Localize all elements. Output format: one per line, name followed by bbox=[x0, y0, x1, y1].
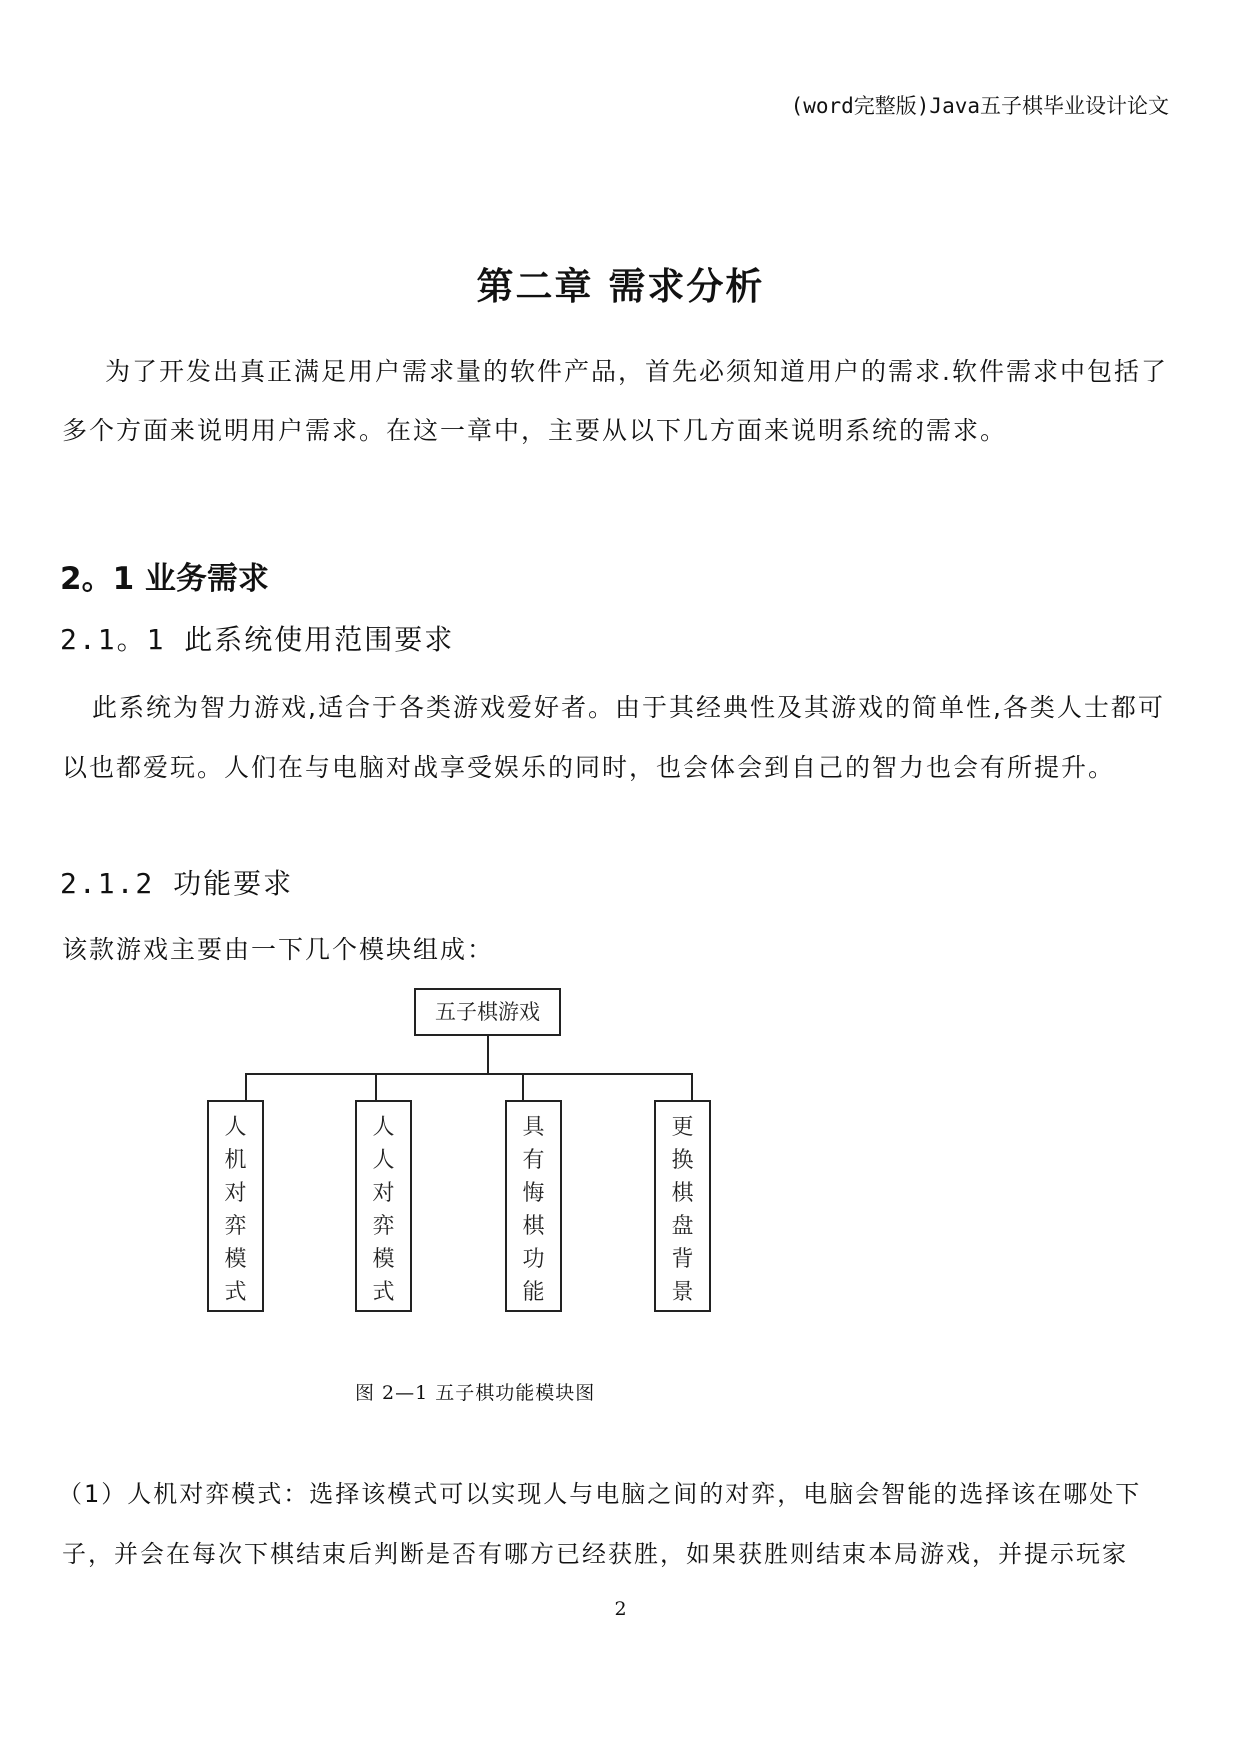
module-char: 模 bbox=[372, 1247, 395, 1272]
module-char: 能 bbox=[522, 1280, 545, 1305]
module-char: 弈 bbox=[224, 1214, 247, 1239]
module-char: 盘 bbox=[671, 1214, 694, 1239]
module-char: 景 bbox=[671, 1280, 694, 1305]
diagram-connector-branch-1 bbox=[245, 1073, 247, 1101]
page-number: 2 bbox=[614, 1598, 627, 1620]
diagram-connector-horizontal bbox=[245, 1073, 693, 1075]
module-char: 背 bbox=[671, 1247, 694, 1272]
module-char: 更 bbox=[671, 1115, 694, 1140]
module-char: 具 bbox=[522, 1115, 545, 1140]
diagram-connector-root bbox=[487, 1036, 489, 1074]
figure-caption: 图 2—1 五子棋功能模块图 bbox=[355, 1382, 596, 1404]
diagram-connector-branch-2 bbox=[375, 1073, 377, 1101]
diagram-module-box bbox=[355, 1100, 412, 1312]
module-char: 换 bbox=[671, 1148, 694, 1173]
module-char: 功 bbox=[522, 1247, 545, 1272]
module-char: 式 bbox=[372, 1280, 395, 1305]
module-char: 对 bbox=[224, 1181, 247, 1206]
module-char: 对 bbox=[372, 1181, 395, 1206]
chapter-title: 第二章 需求分析 bbox=[476, 265, 765, 308]
intro-paragraph-line-2: 多个方面来说明用户需求。在这一章中，主要从以下几方面来说明系统的需求。 bbox=[62, 416, 1008, 445]
module-char: 棋 bbox=[522, 1214, 545, 1239]
running-header: (word完整版)Java五子棋毕业设计论文 bbox=[790, 94, 1169, 118]
diagram-root-box: 五子棋游戏 bbox=[414, 988, 561, 1036]
modules-intro: 该款游戏主要由一下几个模块组成： bbox=[62, 935, 495, 964]
item-1-line-1: （1）人机对弈模式：选择该模式可以实现人与电脑之间的对弈，电脑会智能的选择该在哪处下 bbox=[58, 1480, 1142, 1508]
module-char: 弈 bbox=[372, 1214, 395, 1239]
diagram-module-box bbox=[654, 1100, 711, 1312]
intro-paragraph-line-1: 为了开发出真正满足用户需求量的软件产品，首先必须知道用户的需求.软件需求中包括了 bbox=[105, 357, 1168, 386]
module-char: 人 bbox=[224, 1115, 247, 1140]
diagram-module-box bbox=[505, 1100, 562, 1312]
module-char: 模 bbox=[224, 1247, 247, 1272]
module-char: 人 bbox=[372, 1115, 395, 1140]
item-1-line-2: 子，并会在每次下棋结束后判断是否有哪方已经获胜，如果获胜则结束本局游戏，并提示玩家 bbox=[62, 1540, 1128, 1568]
diagram-module-box bbox=[207, 1100, 264, 1312]
scope-paragraph-line-1: 此系统为智力游戏,适合于各类游戏爱好者。由于其经典性及其游戏的简单性,各类人士都可 bbox=[92, 693, 1165, 722]
module-char: 棋 bbox=[671, 1181, 694, 1206]
section-heading-2-1: 2。1 业务需求 bbox=[60, 561, 269, 597]
module-char: 机 bbox=[224, 1148, 247, 1173]
scope-paragraph-line-2: 以也都爱玩。人们在与电脑对战享受娱乐的同时，也会体会到自己的智力也会有所提升。 bbox=[62, 753, 1116, 782]
module-char: 人 bbox=[372, 1148, 395, 1173]
section-heading-2-1-2: 2.1.2 功能要求 bbox=[60, 867, 294, 900]
diagram-connector-branch-4 bbox=[691, 1073, 693, 1101]
module-char: 悔 bbox=[522, 1181, 545, 1206]
module-char: 有 bbox=[522, 1148, 545, 1173]
diagram-connector-branch-3 bbox=[522, 1073, 524, 1101]
section-heading-2-1-1: 2.1。1 此系统使用范围要求 bbox=[60, 623, 455, 656]
module-char: 式 bbox=[224, 1280, 247, 1305]
